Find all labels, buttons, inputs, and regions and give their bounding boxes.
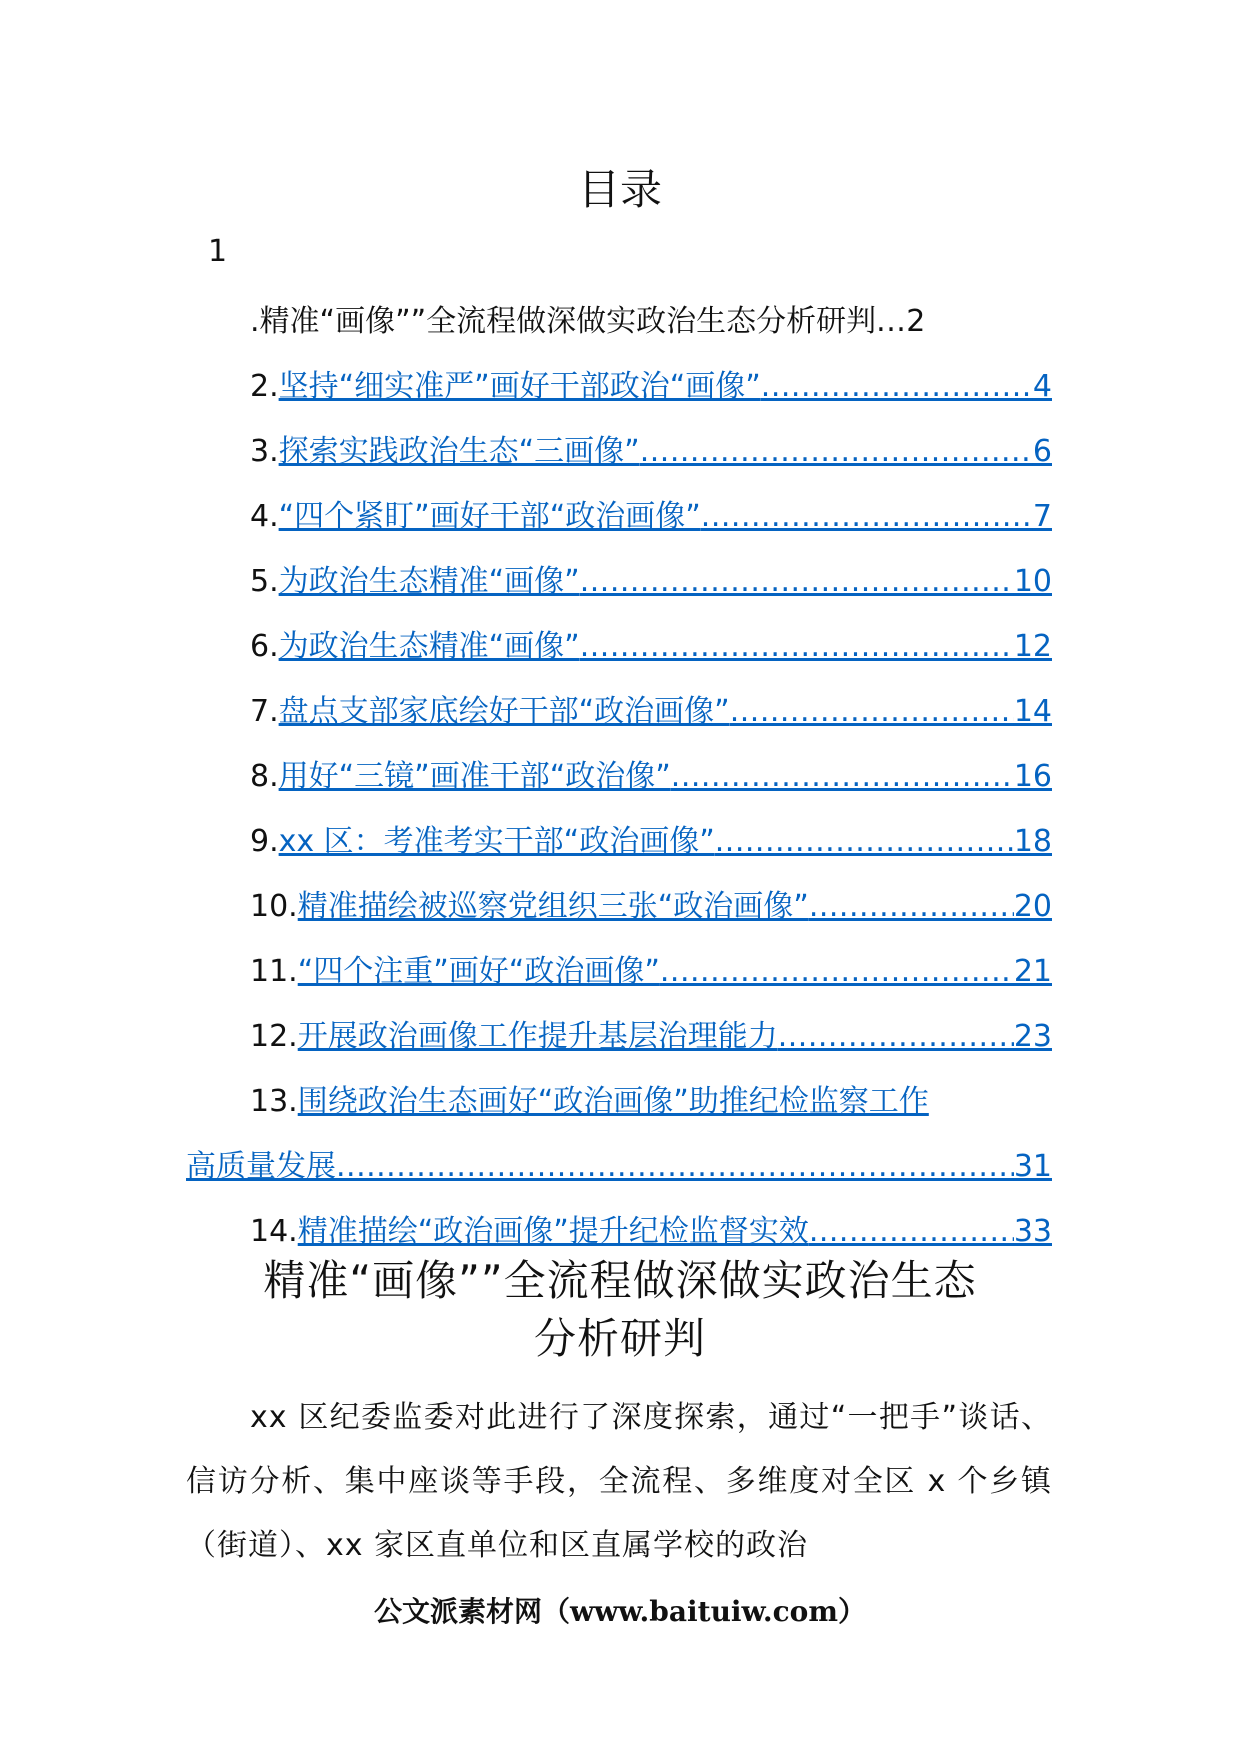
toc-first-number: 1 xyxy=(208,234,228,269)
toc-leader-dots[interactable] xyxy=(761,354,1033,419)
toc-entry-title[interactable]: 精准描绘被巡察党组织三张“政治画像” xyxy=(297,889,809,924)
toc-entry-8[interactable] xyxy=(186,744,1052,809)
toc-entry-11[interactable] xyxy=(186,939,1052,1004)
toc-entry-5[interactable] xyxy=(186,549,1052,614)
toc-entry-page[interactable]: 16 xyxy=(1013,759,1052,794)
toc-entry-title[interactable]: 坚持“细实准严”画好干部政治“画像” xyxy=(278,369,761,404)
toc-entry-page[interactable]: 20 xyxy=(1013,889,1052,924)
toc-entry-6[interactable] xyxy=(186,614,1052,679)
toc-entry-12[interactable] xyxy=(186,1004,1052,1069)
toc-entry-page[interactable]: 4 xyxy=(1032,369,1052,404)
toc-entry-4[interactable] xyxy=(186,484,1052,549)
toc-entry-2[interactable] xyxy=(186,354,1052,419)
toc-leader-dots[interactable] xyxy=(730,679,1014,744)
toc-entry-number: 13. xyxy=(250,1084,298,1119)
toc-entry-13[interactable] xyxy=(186,1069,1052,1199)
toc-entry-number: 6. xyxy=(250,629,279,664)
toc-entry-1[interactable] xyxy=(186,289,1052,354)
toc-entry-page[interactable]: 21 xyxy=(1013,954,1052,989)
toc-entry-title[interactable]: .精准“画像””全流程做深做实政治生态分析研判 xyxy=(250,304,877,339)
toc-entry-9[interactable] xyxy=(186,809,1052,874)
toc-leader-dots[interactable] xyxy=(701,484,1033,549)
toc-entry-page[interactable]: 10 xyxy=(1013,564,1052,599)
toc-entry-number: 5. xyxy=(250,564,279,599)
toc-entry-title[interactable]: xx 区：考准考实干部“政治画像” xyxy=(278,824,715,859)
toc-entry-page[interactable]: 6 xyxy=(1032,434,1052,469)
table-of-contents xyxy=(186,289,1052,1264)
toc-entry-title[interactable]: “四个紧盯”画好干部“政治画像” xyxy=(278,499,701,534)
toc-entry-title[interactable]: 用好“三镜”画准干部“政治像” xyxy=(278,759,671,794)
toc-entry-number: 12. xyxy=(250,1019,298,1054)
toc-entry-title[interactable]: 精准描绘“政治画像”提升纪检监督实效 xyxy=(297,1214,809,1249)
toc-entry-number: 7. xyxy=(250,694,279,729)
toc-entry-number: 2. xyxy=(250,369,279,404)
toc-entry-number: 11. xyxy=(250,954,298,989)
toc-entry-number: 8. xyxy=(250,759,279,794)
toc-leader-dots[interactable] xyxy=(671,744,1014,809)
toc-entry-number: 4. xyxy=(250,499,279,534)
toc-entry-number: 3. xyxy=(250,434,279,469)
toc-entry-page[interactable]: 18 xyxy=(1013,824,1052,859)
toc-entry-title[interactable]: 盘点支部家底绘好干部“政治画像” xyxy=(278,694,730,729)
toc-entry-3[interactable] xyxy=(186,419,1052,484)
toc-entry-7[interactable] xyxy=(186,679,1052,744)
toc-entry-title[interactable]: 开展政治画像工作提升基层治理能力 xyxy=(297,1019,778,1054)
toc-leader-dots[interactable] xyxy=(715,809,1014,874)
toc-entry-number: 9. xyxy=(250,824,279,859)
toc-entry-page[interactable]: 33 xyxy=(1013,1214,1052,1249)
toc-heading: 目录 xyxy=(577,165,662,214)
toc-leader-dots[interactable] xyxy=(580,614,1014,679)
footer-watermark: 公文派素材网（www.baituiw.com） xyxy=(374,1595,866,1628)
article-paragraph: xx 区纪委监委对此进行了深度探索，通过“一把手”谈话、信访分析、集中座谈等手段，全流程、多维度对全区 x 个乡镇（街道）、xx 家区直单位和区直属学校的政治 xyxy=(186,1400,1052,1563)
toc-leader-dots[interactable] xyxy=(640,419,1033,484)
toc-entry-title[interactable]: “四个注重”画好“政治画像” xyxy=(297,954,660,989)
article-heading xyxy=(190,1252,1050,1368)
toc-leader-dots[interactable] xyxy=(336,1134,1014,1199)
toc-leader-dots[interactable] xyxy=(580,549,1014,614)
toc-entry-page[interactable]: 31 xyxy=(1013,1149,1052,1184)
toc-entry-page: 2 xyxy=(906,304,926,339)
toc-leader-dots[interactable] xyxy=(660,939,1014,1004)
toc-entry-number: 10. xyxy=(250,889,298,924)
toc-entry-title-line1[interactable]: 围绕政治生态画好“政治画像”助推纪检监察工作 xyxy=(297,1084,929,1119)
toc-entry-page[interactable]: 12 xyxy=(1013,629,1052,664)
article-heading-line1: 精准“画像””全流程做深做实政治生态 xyxy=(263,1256,977,1305)
toc-entry-10[interactable] xyxy=(186,874,1052,939)
toc-entry-title[interactable]: 为政治生态精准“画像” xyxy=(278,629,580,664)
toc-entry-page[interactable]: 7 xyxy=(1032,499,1052,534)
toc-entry-page[interactable]: 14 xyxy=(1013,694,1052,729)
toc-entry-title-line2[interactable]: 高质量发展 xyxy=(186,1149,336,1184)
toc-entry-page[interactable]: 23 xyxy=(1013,1019,1052,1054)
toc-leader-dots[interactable] xyxy=(778,1004,1014,1069)
toc-leader-dots xyxy=(876,289,906,354)
toc-leader-dots[interactable] xyxy=(809,874,1014,939)
toc-entry-number: 14. xyxy=(250,1214,298,1249)
toc-entry-title[interactable]: 为政治生态精准“画像” xyxy=(278,564,580,599)
article-heading-line2: 分析研判 xyxy=(533,1314,706,1363)
toc-entry-title[interactable]: 探索实践政治生态“三画像” xyxy=(278,434,640,469)
